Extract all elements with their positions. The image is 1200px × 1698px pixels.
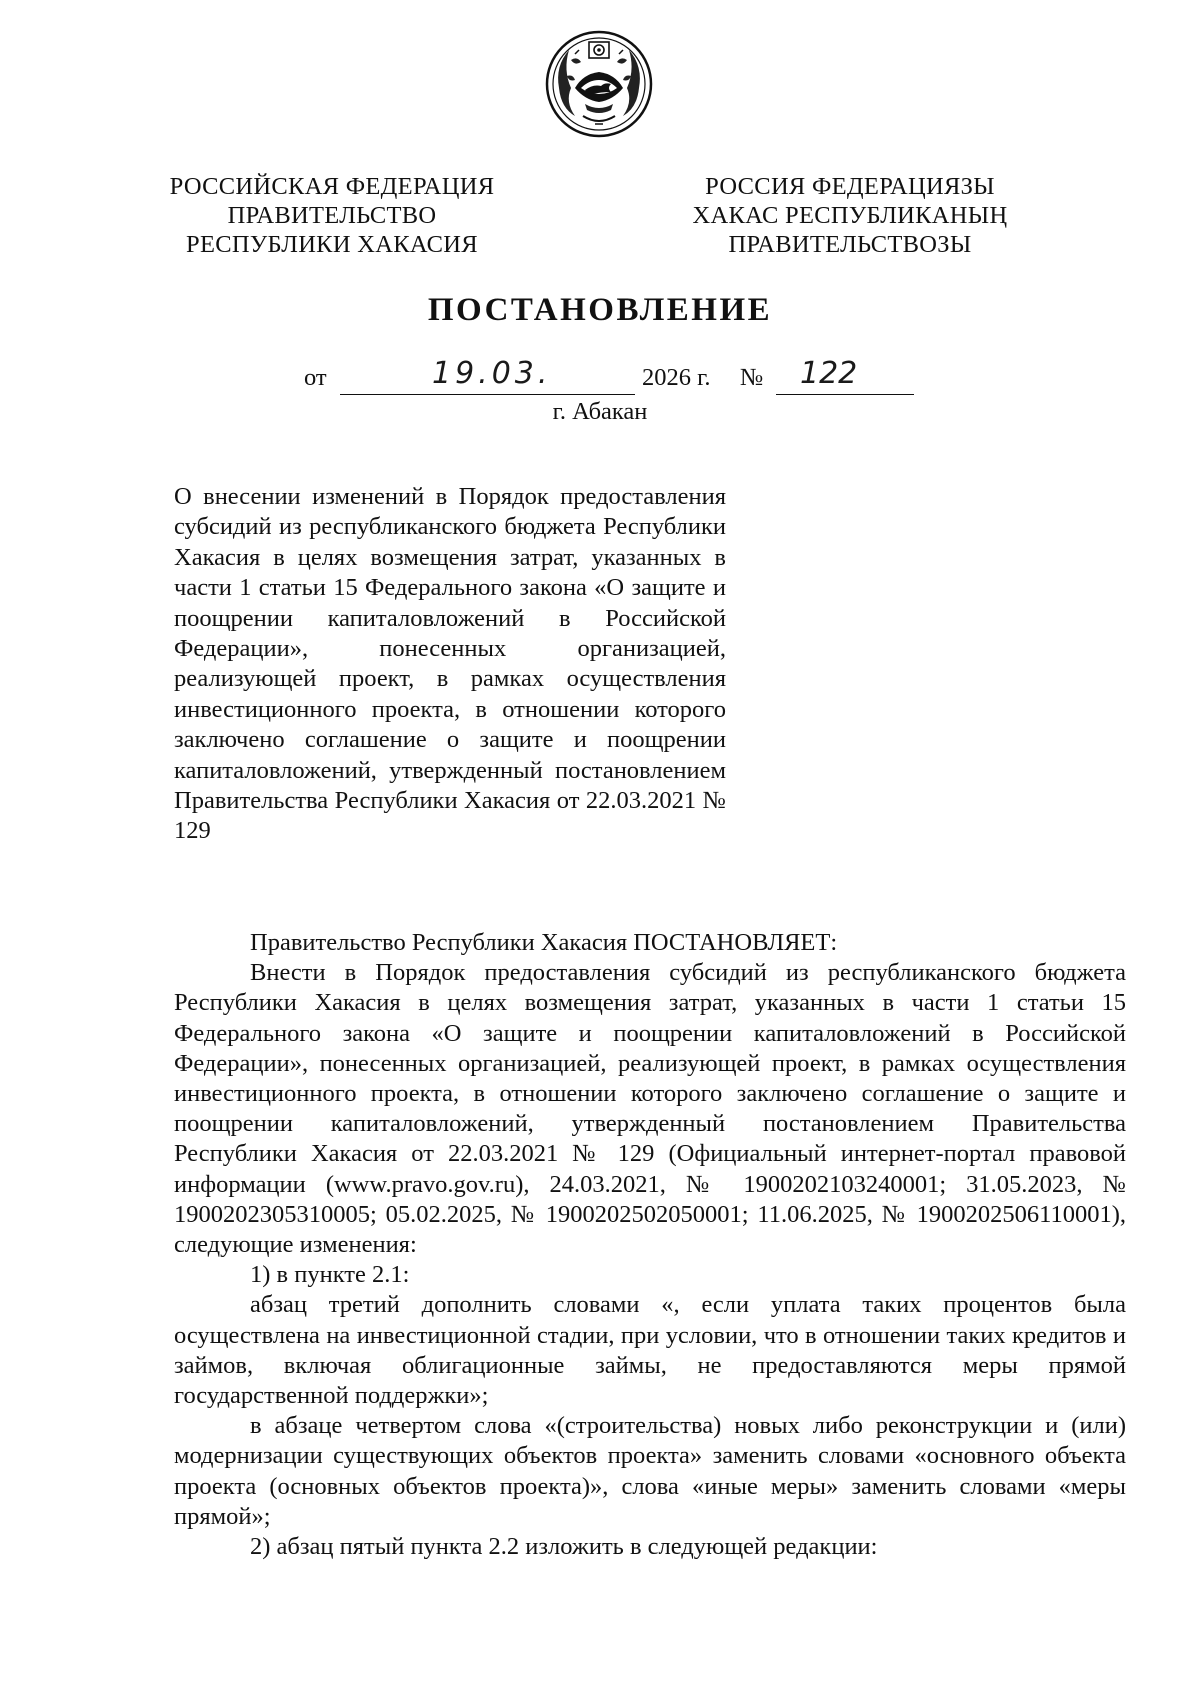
body-paragraph: 2) абзац пятый пункта 2.2 изложить в следующей редакции: bbox=[250, 1533, 878, 1561]
body-paragraph: Внести в Порядок предоставления субсидий из республиканского бюджета Республики Хакасия в целях возмещения затрат, указанных в части 1 статьи 15 Федерального закона «О защите и поощрении капиталовложений в Российской Федерации», понесенных организацией, реализующей проект, в рамках осуществления инвестиционного проекта, в отношении которого заключено соглашение о защите и поощрении капиталовложений, утвержденный постановлением Правительства Республики Хакасия от 22.03.2021 № 129 (Официальный интернет-портал правовой информации (www.pravo.gov.ru), 24.03.2021, № 1900202103240001; 31.05.2023, № 1900202305310005; 05.02.2025, № 1900202502050001; 11.06.2025, № 1900202506110001), следующие изменения: bbox=[174, 959, 1126, 1259]
city: г. Абакан bbox=[552, 398, 648, 425]
number-handwritten: 122 bbox=[800, 356, 858, 391]
coat-of-arms-emblem bbox=[545, 30, 653, 138]
date-handwritten: 19.03. bbox=[432, 356, 552, 391]
header-ru-line-3: РЕСПУБЛИКИ ХАКАСИЯ bbox=[186, 231, 478, 258]
number-label: № bbox=[740, 364, 764, 391]
header-ru-line-2: ПРАВИТЕЛЬСТВО bbox=[227, 202, 437, 229]
header-ru-line-1: РОССИЙСКАЯ ФЕДЕРАЦИЯ bbox=[169, 173, 495, 200]
document-body bbox=[174, 928, 1126, 1562]
body-paragraph: Правительство Республики Хакасия ПОСТАНОВЛЯЕТ: bbox=[250, 929, 838, 956]
body-paragraph: абзац третий дополнить словами «, если уплата таких процентов была осуществлена на инвестиционной стадии, при условии, что в отношении таких кредитов и займов, включая облигационные займы, не предоставляются меры прямой государственной поддержки»; bbox=[174, 1291, 1126, 1410]
document-subject: О внесении изменений в Порядок предоставления субсидий из республиканского бюджета Республики Хакасия в целях возмещения затрат, указанных в части 1 статьи 15 Федерального закона «О защите и поощрении капиталовложений в Российской Федерации», понесенных организацией, реализующей проект, в рамках осуществления инвестиционного проекта, в отношении которого заключено соглашение о защите и поощрении капиталовложений, утвержденный постановлением Правительства Республики Хакасия от 22.03.2021 № 129 bbox=[174, 483, 726, 845]
date-underline bbox=[340, 394, 635, 395]
body-paragraph: 1) в пункте 2.1: bbox=[250, 1261, 410, 1289]
number-underline bbox=[776, 394, 914, 395]
header-khakas-line-3: ПРАВИТЕЛЬСТВОЗЫ bbox=[728, 231, 972, 258]
header-khakas-line-2: ХАКАС РЕСПУБЛИКАНЫҢ bbox=[692, 202, 1008, 229]
header-khakas-line-1: РОССИЯ ФЕДЕРАЦИЯЗЫ bbox=[705, 173, 995, 200]
header-ru bbox=[162, 172, 502, 259]
document-title: ПОСТАНОВЛЕНИЕ bbox=[427, 292, 773, 328]
date-year: 2026 г. bbox=[642, 364, 711, 391]
date-from-label: от bbox=[304, 364, 327, 391]
header-khakas bbox=[680, 172, 1020, 259]
body-paragraph: в абзаце четвертом слова «(строительства) новых либо реконструкции и (или) модернизации существующих объектов проекта» заменить словами «основного объекта проекта (основных объектов проекта)», слова «иные меры» заменить словами «меры прямой»; bbox=[174, 1412, 1126, 1530]
